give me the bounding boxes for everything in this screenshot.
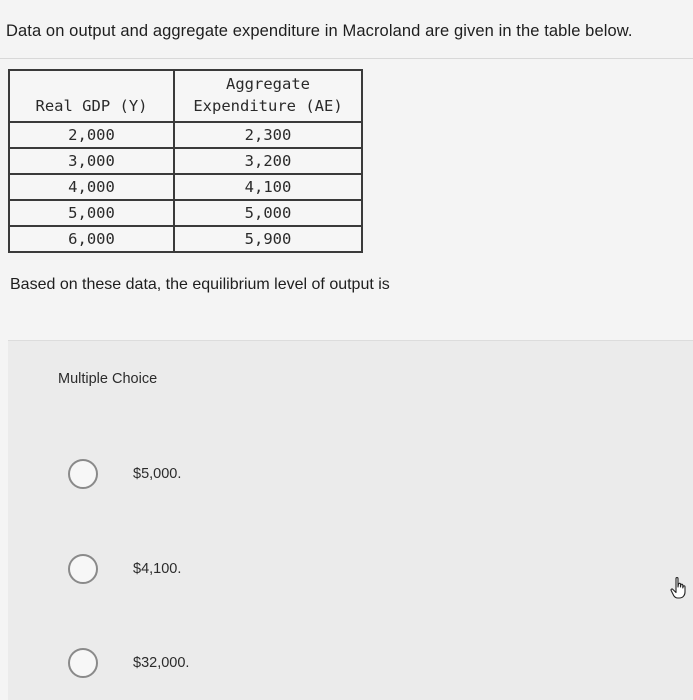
radio-button[interactable] <box>68 648 98 678</box>
table-row <box>9 122 362 148</box>
cell-real-gdp: 3,000 <box>9 148 174 174</box>
table-row <box>9 200 362 226</box>
option-2[interactable] <box>68 549 368 589</box>
cell-aggregate-expenditure: 2,300 <box>174 122 362 148</box>
table-header-row <box>9 70 362 122</box>
divider <box>0 58 693 59</box>
table-row <box>9 148 362 174</box>
table-row <box>9 174 362 200</box>
header-ae-line-2: Expenditure (AE) <box>193 97 343 115</box>
cell-aggregate-expenditure: 4,100 <box>174 174 362 200</box>
data-table <box>8 69 363 253</box>
table-row <box>9 226 362 252</box>
cell-real-gdp: 2,000 <box>9 122 174 148</box>
multiple-choice-panel <box>8 340 693 700</box>
cell-aggregate-expenditure: 5,900 <box>174 226 362 252</box>
option-3[interactable] <box>68 643 368 683</box>
multiple-choice-label: Multiple Choice <box>58 371 158 387</box>
cell-aggregate-expenditure: 3,200 <box>174 148 362 174</box>
question-text: Based on these data, the equilibrium level of output is <box>10 276 390 293</box>
cell-real-gdp: 4,000 <box>9 174 174 200</box>
header-ae-line-1: Aggregate <box>226 75 310 93</box>
radio-button[interactable] <box>68 459 98 489</box>
intro-text: Data on output and aggregate expenditure in Macroland are given in the table below. <box>6 22 633 40</box>
cell-real-gdp: 5,000 <box>9 200 174 226</box>
option-label: $4,100. <box>133 561 182 577</box>
option-label: $5,000. <box>133 466 182 482</box>
header-real-gdp: Real GDP (Y) <box>9 70 174 122</box>
cell-real-gdp: 6,000 <box>9 226 174 252</box>
hand-pointer-icon <box>669 576 691 600</box>
cell-aggregate-expenditure: 5,000 <box>174 200 362 226</box>
option-label: $32,000. <box>133 655 190 671</box>
option-1[interactable] <box>68 454 368 494</box>
radio-button[interactable] <box>68 554 98 584</box>
header-aggregate-expenditure <box>174 70 362 122</box>
